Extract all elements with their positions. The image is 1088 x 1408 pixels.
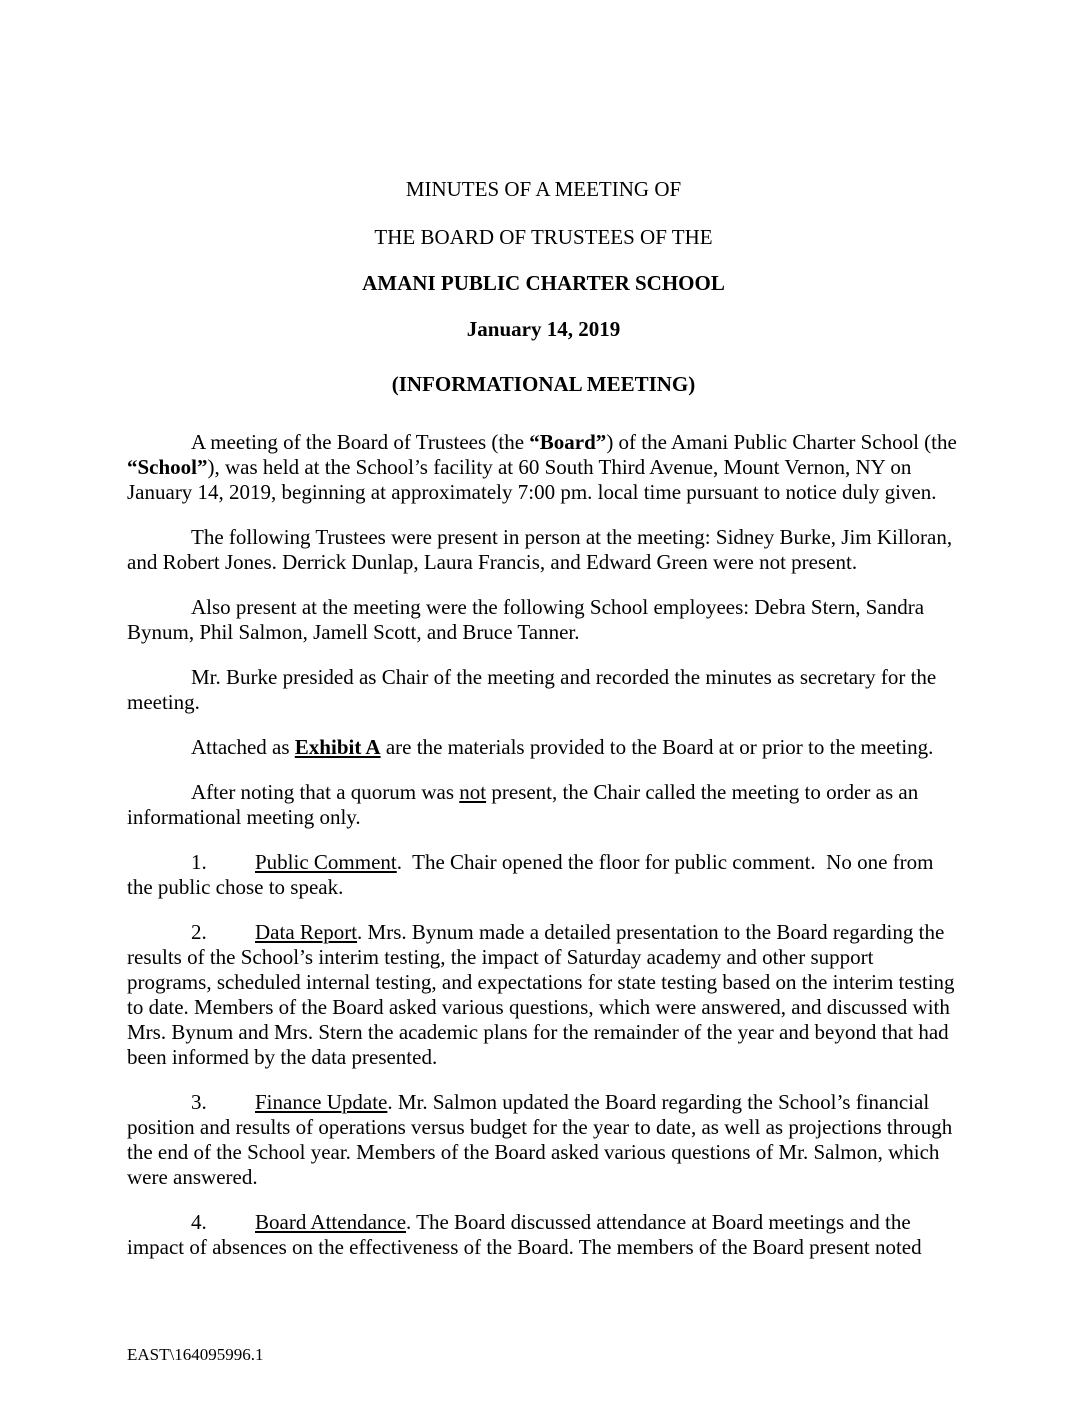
item-board-attendance (127, 1210, 960, 1260)
text-run: Attached as (191, 735, 295, 759)
item-public-comment (127, 850, 960, 900)
title-line-school-name: AMANI PUBLIC CHARTER SCHOOL (362, 271, 725, 295)
text-run: . Mrs. Bynum made a detailed presentation to the Board regarding the results of the School’s interim testing, the impact of Saturday academy and other support programs, scheduled internal testing, and expectations for state testing based on the interim testing to date. Members of the Board asked various questions, which were answered, and discussed with Mrs. Bynum and Mrs. Stern the academic plans for the remainder of the year and beyond that had been informed by the data presented. (127, 920, 960, 1069)
document-content (127, 177, 963, 1260)
title-line-date: January 14, 2019 (466, 317, 621, 341)
text-run: Also present at the meeting were the following School employees: Debra Stern, Sandra Bynum, Phil Salmon, Jamell Scott, and Bruce Tanner. (127, 595, 930, 644)
document-id: EAST\164095996.1 (127, 1345, 264, 1364)
text-run: Mr. Burke presided as Chair of the meeting and recorded the minutes as secretary for the meeting. (127, 665, 942, 714)
item-number: 1. (191, 850, 207, 874)
document-body (127, 430, 963, 1260)
text-run: After noting that a quorum was (191, 780, 460, 804)
text-run-not: not (459, 780, 487, 804)
title-line-minutes: MINUTES OF A MEETING OF (405, 177, 682, 201)
item-heading: Finance Update (255, 1090, 388, 1114)
item-heading: Board Attendance (255, 1210, 407, 1234)
paragraph-employees-present (127, 595, 960, 645)
title-line-meeting-type: (INFORMATIONAL MEETING) (391, 372, 696, 396)
paragraph-quorum (127, 780, 960, 830)
item-number: 4. (191, 1210, 207, 1234)
text-run-bold: “School” (127, 455, 208, 479)
text-run-exhibit-a: Exhibit A (294, 735, 381, 759)
text-run: ) of the Amani Public Charter School (the (606, 430, 963, 454)
paragraph-exhibit (127, 735, 960, 760)
paragraph-trustees-present (127, 525, 960, 575)
item-heading: Public Comment (255, 850, 397, 874)
document-title-block (127, 177, 960, 397)
text-run: . Mr. Salmon updated the Board regarding the School’s financial position and results of operations versus budget for the year to date, as well as projections through the end of the School year. Members of the Board asked various questions of Mr. Salmon, which were answered. (127, 1090, 958, 1189)
text-run: . The Chair opened the floor for public comment. No one from the public chose to speak. (127, 850, 939, 899)
text-run: present, the Chair called the meeting to order as an informational meeting only. (127, 780, 924, 829)
text-run-bold: “Board” (529, 430, 607, 454)
text-run: The following Trustees were present in person at the meeting: Sidney Burke, Jim Killoran, and Robert Jones. Derrick Dunlap, Laura Francis, and Edward Green were not present. (127, 525, 958, 574)
text-run: ), was held at the School’s facility at 60 South Third Avenue, Mount Vernon, NY on January 14, 2019, beginning at approximately 7:00 pm. local time pursuant to notice duly given. (127, 455, 937, 504)
text-run: are the materials provided to the Board at or prior to the meeting. (380, 735, 934, 759)
item-number: 3. (191, 1090, 207, 1114)
item-finance-update (127, 1090, 960, 1190)
item-data-report (127, 920, 960, 1070)
text-run: A meeting of the Board of Trustees (the (191, 430, 530, 454)
document-footer (127, 1345, 263, 1365)
paragraph-chair (127, 665, 960, 715)
text-run: . The Board discussed attendance at Board meetings and the impact of absences on the effectiveness of the Board. The members of the Board present noted (127, 1210, 922, 1259)
item-number: 2. (191, 920, 207, 944)
item-heading: Data Report (255, 920, 358, 944)
paragraph-opening (127, 430, 963, 505)
title-line-board: THE BOARD OF TRUSTEES OF THE (374, 225, 713, 249)
